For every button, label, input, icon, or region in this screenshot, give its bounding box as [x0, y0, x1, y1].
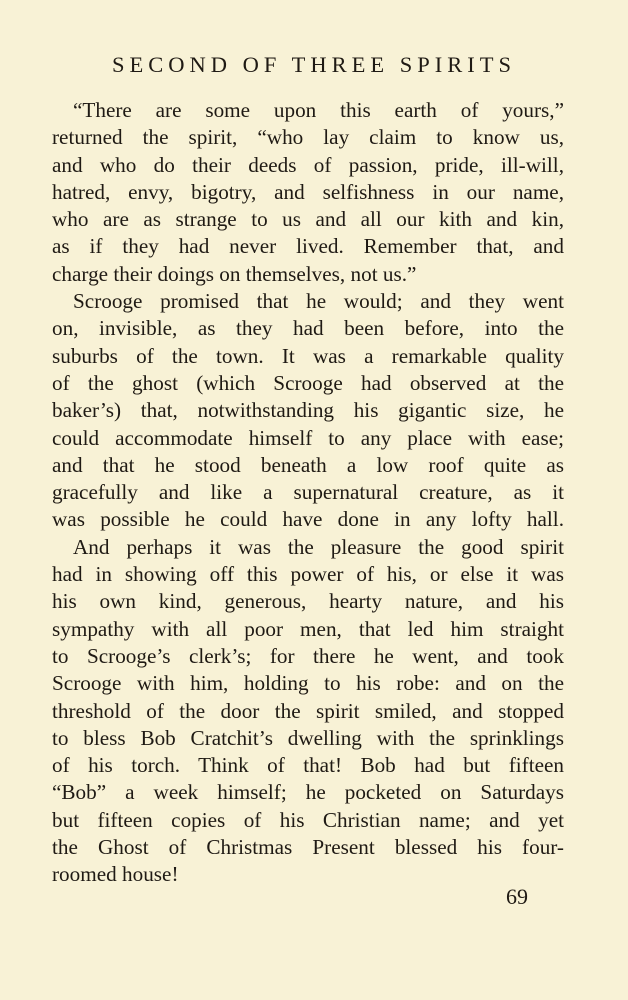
text-line: was possible he could have done in any lofty hall. [52, 507, 564, 532]
text-line: on, invisible, as they had been before, into the [52, 316, 564, 341]
text-line: had in showing off this power of his, or else it was [52, 562, 564, 587]
text-line: the Ghost of Christmas Present blessed his four- [52, 835, 564, 860]
text-line: roomed house! [52, 862, 179, 887]
text-line: Scrooge promised that he would; and they went [73, 289, 564, 314]
text-line: hatred, envy, bigotry, and selfishness in our name, [52, 179, 564, 204]
text-line: returned the spirit, “who lay claim to know us, [52, 125, 564, 150]
text-line: suburbs of the town. It was a remarkable quality [52, 343, 564, 368]
text-line: sympathy with all poor men, that led him straight [52, 616, 564, 641]
page-number: 69 [506, 884, 528, 909]
text-line: as if they had never lived. Remember that, and [52, 234, 564, 259]
text-line: and who do their deeds of passion, pride, ill-will, [52, 152, 564, 177]
text-line: but fifteen copies of his Christian name; and yet [52, 807, 564, 832]
running-head: SECOND OF THREE SPIRITS [111, 52, 516, 77]
text-line: “There are some upon this earth of yours,” [73, 98, 564, 122]
text-line: threshold of the door the spirit smiled, and stopped [52, 698, 564, 723]
text-line: of his torch. Think of that! Bob had but fifteen [52, 753, 564, 778]
text-line: and that he stood beneath a low roof quite as [52, 452, 564, 477]
text-line: “Bob” a week himself; he pocketed on Saturdays [52, 780, 564, 805]
text-line: baker’s) that, notwithstanding his gigantic size, he [52, 398, 564, 423]
text-line: And perhaps it was the pleasure the good spirit [73, 534, 564, 559]
text-line: of the ghost (which Scrooge had observed at the [52, 370, 564, 395]
body-text [52, 97, 564, 889]
text-line: charge their doings on themselves, not us.” [52, 261, 417, 286]
text-line: his own kind, generous, hearty nature, and his [52, 589, 564, 614]
text-line: to Scrooge’s clerk’s; for there he went, and took [52, 643, 564, 668]
text-line: gracefully and like a supernatural creature, as it [52, 480, 564, 505]
text-line: could accommodate himself to any place with ease; [52, 425, 564, 450]
text-line: who are as strange to us and all our kith and kin, [52, 207, 564, 232]
text-line: to bless Bob Cratchit’s dwelling with the sprinklings [52, 725, 564, 750]
text-line: Scrooge with him, holding to his robe: and on the [52, 671, 564, 696]
